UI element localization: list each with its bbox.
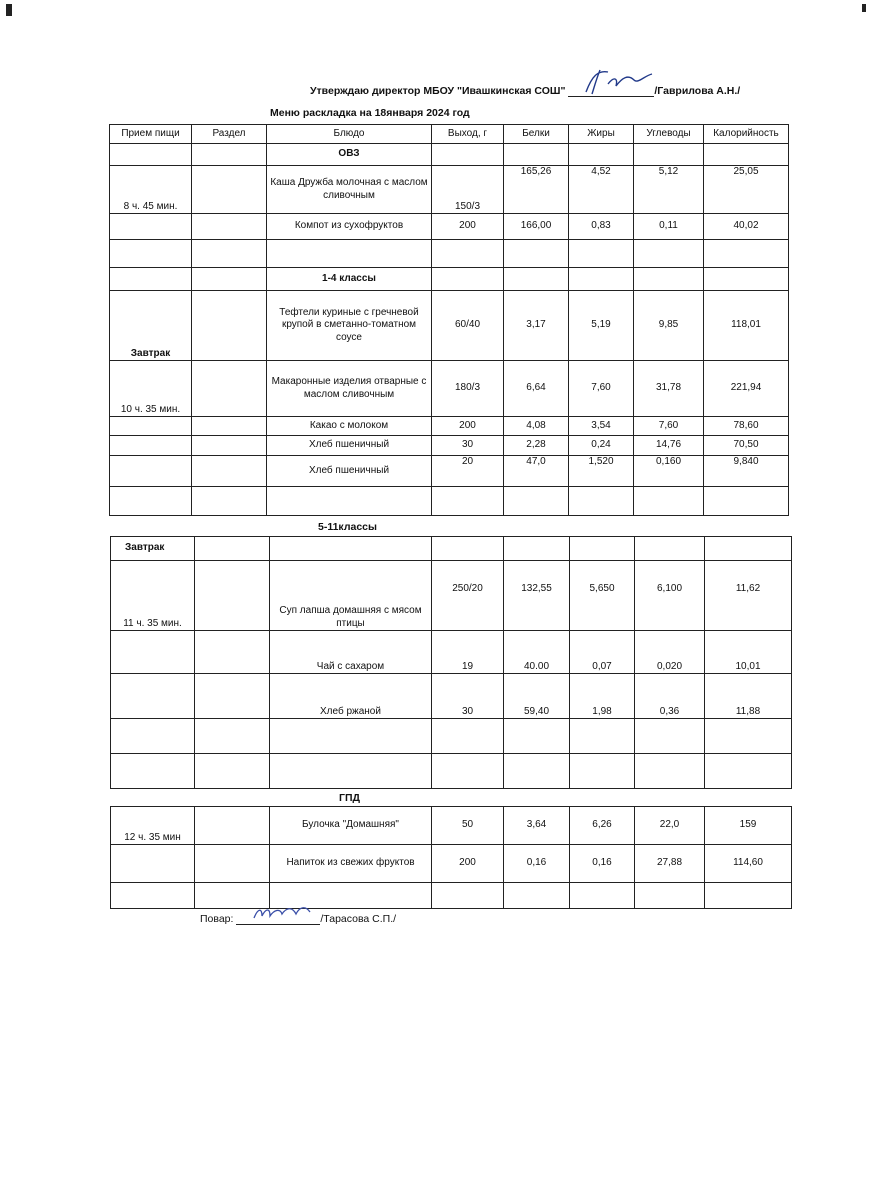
dish-kcal: 70,50 (704, 436, 789, 456)
dish-protein: 0,16 (504, 845, 570, 883)
dish-name: Хлеб ржаной (270, 674, 432, 719)
dish-protein: 3,17 (504, 291, 569, 361)
meal-label: Завтрак (111, 537, 195, 561)
table-row (110, 291, 789, 361)
dish-name: Хлеб пшеничный (267, 436, 432, 456)
dish-carbs: 0,11 (634, 214, 704, 240)
table-row (110, 166, 789, 214)
dish-carbs: 31,78 (634, 361, 704, 417)
section-row-ovz (110, 144, 789, 166)
table-row (111, 674, 792, 719)
meal-time: 11 ч. 35 мин. (111, 561, 195, 631)
dish-kcal: 11,62 (705, 561, 792, 631)
dish-kcal: 221,94 (704, 361, 789, 417)
dish-carbs: 7,60 (634, 417, 704, 436)
menu-table-gpd (110, 806, 792, 909)
table-row (111, 561, 792, 631)
empty-row (111, 883, 792, 909)
dish-fat: 1,98 (570, 674, 635, 719)
col-header-output: Выход, г (432, 125, 504, 144)
dish-output: 200 (432, 214, 504, 240)
dish-kcal: 159 (705, 807, 792, 845)
dish-fat: 6,26 (570, 807, 635, 845)
scan-mark-right (862, 4, 866, 12)
meal-label: Завтрак (110, 291, 192, 361)
dish-name: Суп лапша домашняя с мясом птицы (270, 561, 432, 631)
dish-protein: 132,55 (504, 561, 570, 631)
dish-fat: 4,52 (569, 166, 634, 214)
dish-carbs: 0,160 (634, 456, 704, 487)
section-row-1-4 (110, 268, 789, 291)
col-header-kcal: Калорийность (704, 125, 789, 144)
col-header-carbs: Углеводы (634, 125, 704, 144)
cook-signature-line (200, 912, 396, 925)
dish-kcal: 10,01 (705, 631, 792, 674)
cook-label: Повар: (200, 913, 234, 925)
col-header-section: Раздел (192, 125, 267, 144)
dish-carbs: 5,12 (634, 166, 704, 214)
dish-output: 60/40 (432, 291, 504, 361)
dish-kcal: 78,60 (704, 417, 789, 436)
col-header-dish: Блюдо (267, 125, 432, 144)
dish-kcal: 114,60 (705, 845, 792, 883)
dish-fat: 0,83 (569, 214, 634, 240)
dish-fat: 3,54 (569, 417, 634, 436)
dish-kcal: 9,840 (704, 456, 789, 487)
menu-table-5-11 (110, 536, 792, 789)
dish-name: Какао с молоком (267, 417, 432, 436)
empty-row (110, 240, 789, 268)
scan-mark-left (6, 4, 12, 16)
director-signature (568, 84, 654, 97)
dish-name: Макаронные изделия отварные с маслом сливочным (267, 361, 432, 417)
dish-protein: 47,0 (504, 456, 569, 487)
dish-output: 30 (432, 674, 504, 719)
dish-carbs: 6,100 (635, 561, 705, 631)
meal-time: 8 ч. 45 мин. (110, 166, 192, 214)
dish-output: 50 (432, 807, 504, 845)
dish-protein: 4,08 (504, 417, 569, 436)
signature-icon (250, 902, 314, 924)
table-row (111, 807, 792, 845)
empty-row (111, 719, 792, 754)
dish-name: Хлеб пшеничный (267, 456, 432, 487)
dish-kcal: 25,05 (704, 166, 789, 214)
dish-carbs: 0,020 (635, 631, 705, 674)
table-row (110, 436, 789, 456)
dish-output: 200 (432, 417, 504, 436)
dish-name: Чай с сахаром (270, 631, 432, 674)
cook-signature (236, 912, 320, 925)
dish-carbs: 14,76 (634, 436, 704, 456)
dish-output: 180/3 (432, 361, 504, 417)
section-title-ovz: ОВЗ (267, 144, 432, 166)
table-row (111, 631, 792, 674)
approval-line (310, 84, 740, 97)
dish-kcal: 118,01 (704, 291, 789, 361)
section-title-1-4: 1-4 классы (267, 268, 432, 291)
empty-row (111, 754, 792, 789)
dish-output: 20 (432, 456, 504, 487)
table-row (111, 845, 792, 883)
dish-name: Булочка "Домашняя" (270, 807, 432, 845)
meal-time: 12 ч. 35 мин (111, 807, 195, 845)
dish-protein: 165,26 (504, 166, 569, 214)
signature-icon (578, 66, 658, 96)
dish-output: 30 (432, 436, 504, 456)
dish-protein: 2,28 (504, 436, 569, 456)
dish-fat: 0,16 (570, 845, 635, 883)
section-title-gpd: ГПД (339, 792, 360, 804)
dish-output: 250/20 (432, 561, 504, 631)
dish-protein: 3,64 (504, 807, 570, 845)
dish-carbs: 0,36 (635, 674, 705, 719)
dish-fat: 7,60 (569, 361, 634, 417)
dish-fat: 5,19 (569, 291, 634, 361)
dish-protein: 166,00 (504, 214, 569, 240)
dish-protein: 59,40 (504, 674, 570, 719)
empty-row (110, 487, 789, 516)
table-row (110, 214, 789, 240)
dish-fat: 0,24 (569, 436, 634, 456)
cook-name: /Тарасова С.П./ (320, 913, 397, 925)
menu-table-main (109, 124, 789, 516)
director-name: /Гаврилова А.Н./ (654, 85, 741, 97)
dish-fat: 0,07 (570, 631, 635, 674)
meal-time: 10 ч. 35 мин. (110, 361, 192, 417)
dish-name: Тефтели куриные с гречневой крупой в сметанно-томатном соусе (267, 291, 432, 361)
dish-carbs: 27,88 (635, 845, 705, 883)
table-row (110, 417, 789, 436)
dish-name: Каша Дружба молочная с маслом сливочным (267, 166, 432, 214)
col-header-protein: Белки (504, 125, 569, 144)
dish-fat: 1,520 (569, 456, 634, 487)
dish-output: 150/3 (432, 166, 504, 214)
col-header-fat: Жиры (569, 125, 634, 144)
menu-title: Меню раскладка на 18января 2024 год (270, 107, 470, 119)
dish-name: Напиток из свежих фруктов (270, 845, 432, 883)
dish-protein: 6,64 (504, 361, 569, 417)
dish-name: Компот из сухофруктов (267, 214, 432, 240)
col-header-meal: Прием пищи (110, 125, 192, 144)
table-row (110, 456, 789, 487)
table-row (111, 537, 792, 561)
dish-kcal: 11,88 (705, 674, 792, 719)
dish-output: 200 (432, 845, 504, 883)
dish-protein: 40.00 (504, 631, 570, 674)
dish-carbs: 9,85 (634, 291, 704, 361)
header-row (110, 125, 789, 144)
dish-fat: 5,650 (570, 561, 635, 631)
dish-carbs: 22,0 (635, 807, 705, 845)
dish-output: 19 (432, 631, 504, 674)
table-row (110, 361, 789, 417)
dish-kcal: 40,02 (704, 214, 789, 240)
section-title-5-11: 5-11классы (318, 521, 377, 533)
approval-text: Утверждаю директор МБОУ "Ивашкинская СОШ" (310, 85, 566, 97)
